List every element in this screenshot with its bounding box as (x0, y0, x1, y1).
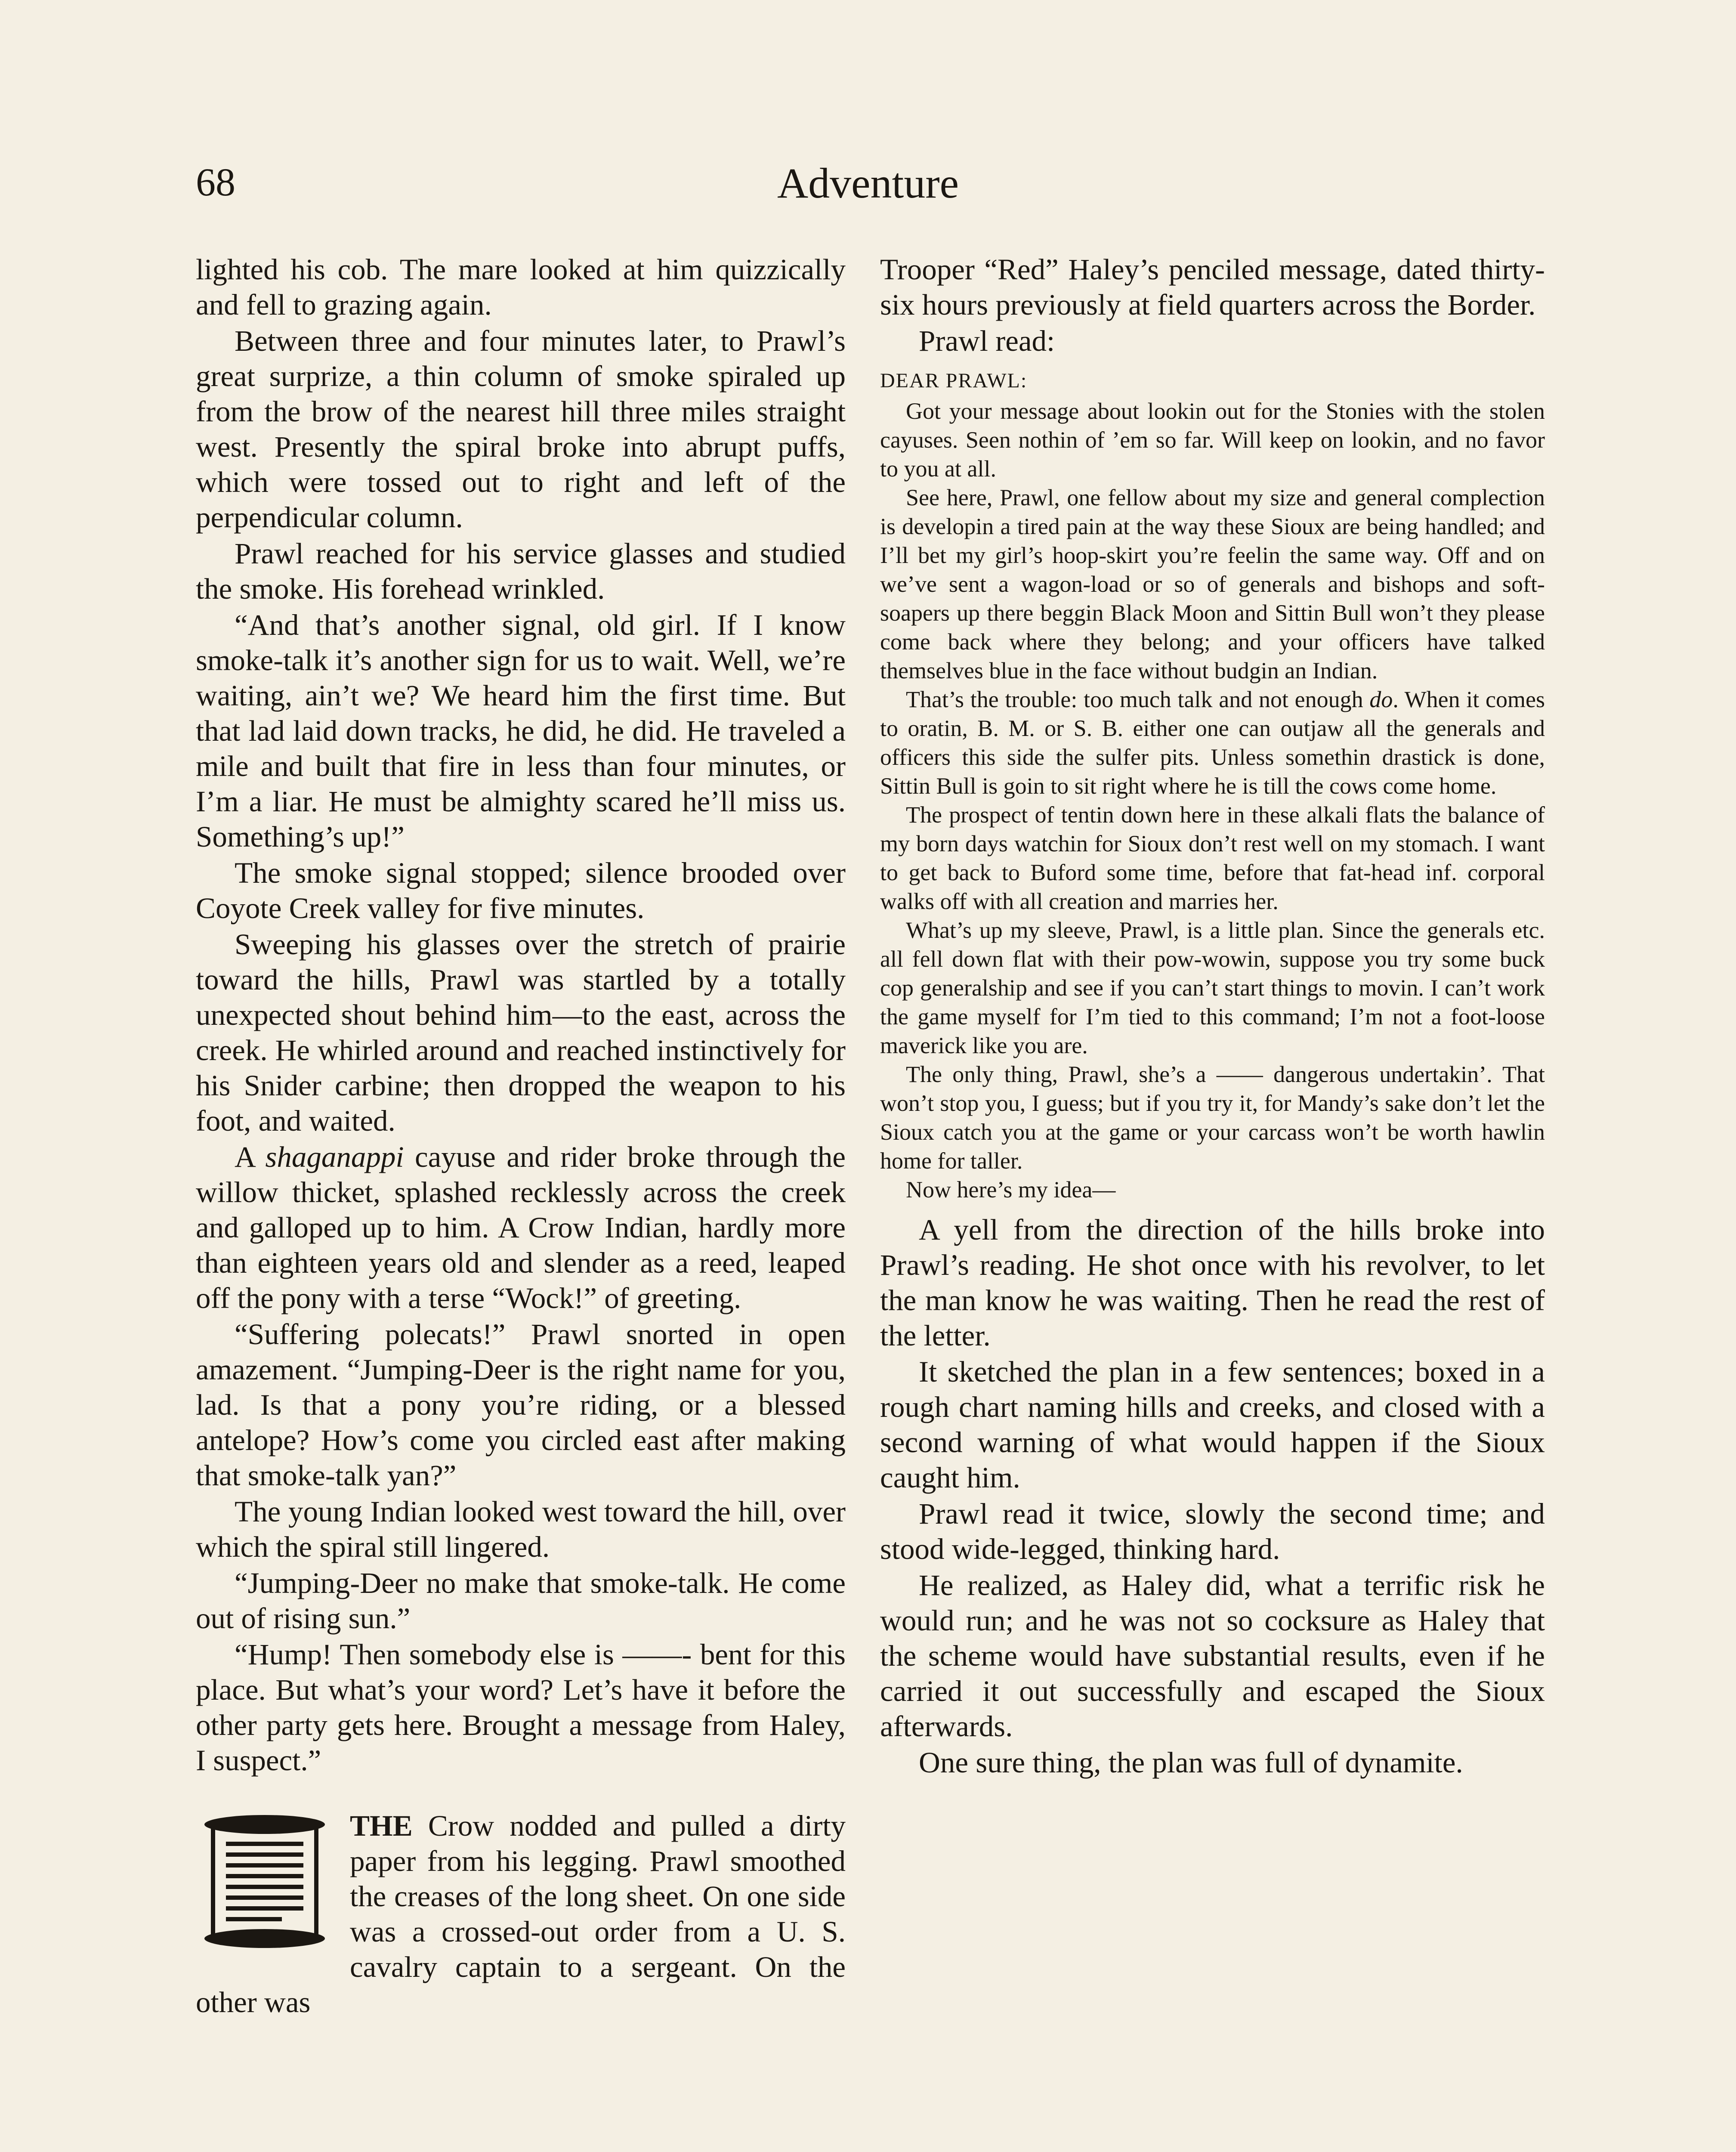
paragraph: Prawl read: (919, 325, 1055, 357)
text-run: cayuse and rider broke through the willow thicket, splashed recklessly across the creek and galloped up to him. A Crow Indian, hardly more than eighteen years old and slender as a reed, leaped off the pony with a terse “Wock!” of greeting. (196, 1141, 846, 1314)
paragraph: The young Indian looked west toward the hill, over which the spiral still lingered. (196, 1495, 846, 1563)
lead-word: THE (350, 1809, 413, 1842)
letter-paragraph (880, 685, 1545, 801)
letter-paragraph: Now here’s my idea— (906, 1177, 1116, 1203)
letter-paragraph: See here, Prawl, one fellow about my size and general complection is developin a tired pain at the way these Sioux are being handled; and I’ll bet my girl’s hoop-skirt you’re feelin the same way. Off and on we’ve sent a wagon-load or so of generals and bishops and soft-soapers up there beggin Black Moon and Sittin Bull won’t they please come back where they belong; and your officers have talked themselves blue in the face without budgin an Indian. (880, 485, 1545, 683)
paragraph: Sweeping his glasses over the stretch of prairie toward the hills, Prawl was startled by a totally unexpected shout behind him—to the east, across the creek. He whirled around and reached instinctively for his Snider carbine; then dropped the weapon to his foot, and waited. (196, 928, 846, 1137)
letter-paragraph: The prospect of tentin down here in these alkali flats the balance of my born days watchin for Sioux don’t rest well on my stomach. I want to get back to Buford some time, before that fat-head inf. corporal walks off with all creation and marries her. (880, 802, 1545, 914)
paragraph: “And that’s another signal, old girl. If I know smoke-talk it’s another sign for us to wait. Well, we’re waiting, ain’t we? We heard him the first time. But that lad laid down tracks, he did, he did. He traveled a mile and built that fire in less than four minutes, or I’m a liar. He must be almighty scared he’ll miss us. Something’s up!” (196, 609, 846, 853)
paragraph (196, 1139, 846, 1316)
paragraph: “Jumping-Deer no make that smoke-talk. He come out of rising sun.” (196, 1567, 846, 1635)
paragraph: Prawl read it twice, slowly the second time; and stood wide-legged, thinking hard. (880, 1497, 1545, 1565)
paragraph: It sketched the plan in a few sentences; boxed in a rough chart naming hills and creeks, and closed with a second warning of what would happen if the Sioux caught him. (880, 1355, 1545, 1494)
paragraph: Between three and four minutes later, to Prawl’s great surprize, a thin column of smoke spiraled up from the brow of the nearest hill three miles straight west. Presently the spiral broke into abrupt puffs, which were tossed out to right and left of the perpendicular column. (196, 325, 846, 534)
paragraph: lighted his cob. The mare looked at him quizzically and fell to grazing again. (196, 253, 846, 321)
section-break (196, 1808, 846, 2020)
page-number: 68 (196, 160, 235, 204)
text-run: A (235, 1141, 266, 1173)
paragraph: One sure thing, the plan was full of dynamite. (919, 1746, 1463, 1779)
text-run: That’s the trouble: too much talk and not enough (906, 686, 1370, 712)
running-head: Adventure (777, 159, 959, 207)
paragraph: “Suffering polecats!” Prawl snorted in open amazement. “Jumping-Deer is the right name for you, lad. Is that a pony you’re riding, or a blessed antelope? How’s come you circled east after making that smoke-talk yan?” (196, 1318, 846, 1492)
paragraph: Trooper “Red” Haley’s penciled message, dated thirty-six hours previously at field quarters across the Border. (880, 253, 1545, 321)
paragraph: A yell from the direction of the hills broke into Prawl’s reading. He shot once with his revolver, to let the man know he was waiting. Then he read the rest of the letter. (880, 1213, 1545, 1352)
paragraph: He realized, as Haley did, what a terrific risk he would run; and he was not so cocksure as Haley that the scheme would have substantial results, even if he carried it out successfully and escaped the Sioux afterwards. (880, 1569, 1545, 1743)
scroll-ornament-icon (196, 1812, 334, 1954)
letter-paragraph: The only thing, Prawl, she’s a —— dangerous undertakin’. That won’t stop you, I guess; but if you try it, for Mandy’s sake don’t let the Sioux catch you at the game or your carcass won’t be worth hawlin home for taller. (880, 1061, 1545, 1174)
italic-word: do (1369, 686, 1393, 712)
letter-paragraph: What’s up my sleeve, Prawl, is a little plan. Since the generals etc. all fell down flat with their pow-wowin, suppose you try some buck cop generalship and see if you can’t start things to movin. I can’t work the game myself for I’m tied to this command; I’m not a foot-loose maverick like you are. (880, 917, 1545, 1058)
paragraph: The smoke signal stopped; silence brooded over Coyote Creek valley for five minutes. (196, 856, 846, 924)
letter-salutation: DEAR PRAWL: (880, 369, 1028, 392)
right-column (880, 252, 1545, 1781)
paragraph: “Hump! Then somebody else is ——- bent for this place. But what’s your word? Let’s have it before the other party gets here. Brought a message from Haley, I suspect.” (196, 1638, 846, 1777)
left-column (196, 252, 846, 2021)
text-run: Crow nodded and pulled a dirty paper from his legging. Prawl smoothed the creases of the long sheet. On one side was a crossed-out order from a U. S. cavalry captain to a sergeant. On the other was (196, 1809, 846, 2019)
italic-word: shaganappi (265, 1141, 404, 1173)
paragraph: Prawl reached for his service glasses and studied the smoke. His forehead wrinkled. (196, 537, 846, 605)
text-run: . When it comes to oratin, B. M. or S. B. either one can outjaw all the generals and officers this side the sulfer pits. Unless somethin drastick is done, Sittin Bull is goin to sit right where he is till the cows come home. (880, 686, 1545, 799)
letter-block (880, 369, 1545, 1204)
letter-paragraph: Got your message about lookin out for the Stonies with the stolen cayuses. Seen nothin of ’em so far. Will keep on lookin, and no favor to you at all. (880, 398, 1545, 482)
